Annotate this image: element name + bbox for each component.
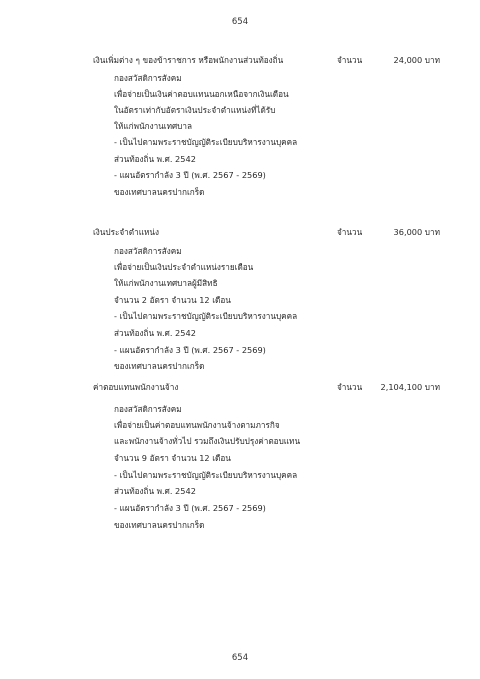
- page-number-bottom: 654: [231, 653, 249, 663]
- description-line: จำนวน 2 อัตรา จำนวน 12 เดือน: [114, 295, 231, 305]
- description-line: ส่วนท้องถิ่น พ.ศ. 2542: [114, 154, 196, 164]
- description-line: เพื่อจ่ายเป็นเงินค่าตอบแทนนอกเหนือจากเงินเดือน: [114, 89, 289, 99]
- description-line: กองสวัสดิการสังคม: [114, 246, 182, 256]
- amount: 2,104,100 บาท: [380, 382, 440, 392]
- description-line: - แผนอัตรากำลัง 3 ปี (พ.ศ. 2567 - 2569): [114, 345, 266, 355]
- amount: 24,000 บาท: [393, 55, 440, 65]
- description-line: ให้แก่พนักงานเทศบาลผู้มีสิทธิ: [114, 278, 218, 288]
- description-line: ของเทศบาลนครปากเกร็ด: [114, 520, 205, 530]
- description-line: ส่วนท้องถิ่น พ.ศ. 2542: [114, 328, 196, 338]
- description-line: ในอัตราเท่ากับอัตราเงินประจำตำแหน่งที่ได้รับ: [114, 105, 276, 115]
- description-line: กองสวัสดิการสังคม: [114, 404, 182, 414]
- description-line: ส่วนท้องถิ่น พ.ศ. 2542: [114, 486, 196, 496]
- item-title: ค่าตอบแทนพนักงานจ้าง: [93, 382, 179, 392]
- description-line: - แผนอัตรากำลัง 3 ปี (พ.ศ. 2567 - 2569): [114, 170, 266, 180]
- description-line: ให้แก่พนักงานเทศบาล: [114, 121, 192, 131]
- item-title: เงินเพิ่มต่าง ๆ ของข้าราชการ หรือพนักงานส่วนท้องถิ่น: [93, 55, 284, 65]
- description-line: กองสวัสดิการสังคม: [114, 73, 182, 83]
- unit-label: จำนวน: [337, 55, 363, 65]
- item-title: เงินประจำตำแหน่ง: [93, 227, 159, 237]
- amount: 36,000 บาท: [393, 227, 440, 237]
- description-line: - แผนอัตรากำลัง 3 ปี (พ.ศ. 2567 - 2569): [114, 503, 266, 513]
- page-number-top: 654: [231, 17, 249, 27]
- description-line: - เป็นไปตามพระราชบัญญัติระเบียบบริหารงานบุคคล: [114, 137, 298, 147]
- description-line: เพื่อจ่ายเป็นค่าตอบแทนพนักงานจ้างตามภารกิจ: [114, 420, 280, 430]
- unit-label: จำนวน: [337, 227, 363, 237]
- description-line: จำนวน 9 อัตรา จำนวน 12 เดือน: [114, 453, 231, 463]
- description-line: ของเทศบาลนครปากเกร็ด: [114, 187, 205, 197]
- description-line: ของเทศบาลนครปากเกร็ด: [114, 361, 205, 371]
- description-line: เพื่อจ่ายเป็นเงินประจำตำแหน่งรายเดือน: [114, 262, 254, 272]
- unit-label: จำนวน: [337, 382, 363, 392]
- description-line: - เป็นไปตามพระราชบัญญัติระเบียบบริหารงานบุคคล: [114, 470, 298, 480]
- description-line: และพนักงานจ้างทั่วไป รวมถึงเงินปรับปรุงค่าตอบแทน: [114, 436, 301, 446]
- description-line: - เป็นไปตามพระราชบัญญัติระเบียบบริหารงานบุคคล: [114, 311, 298, 321]
